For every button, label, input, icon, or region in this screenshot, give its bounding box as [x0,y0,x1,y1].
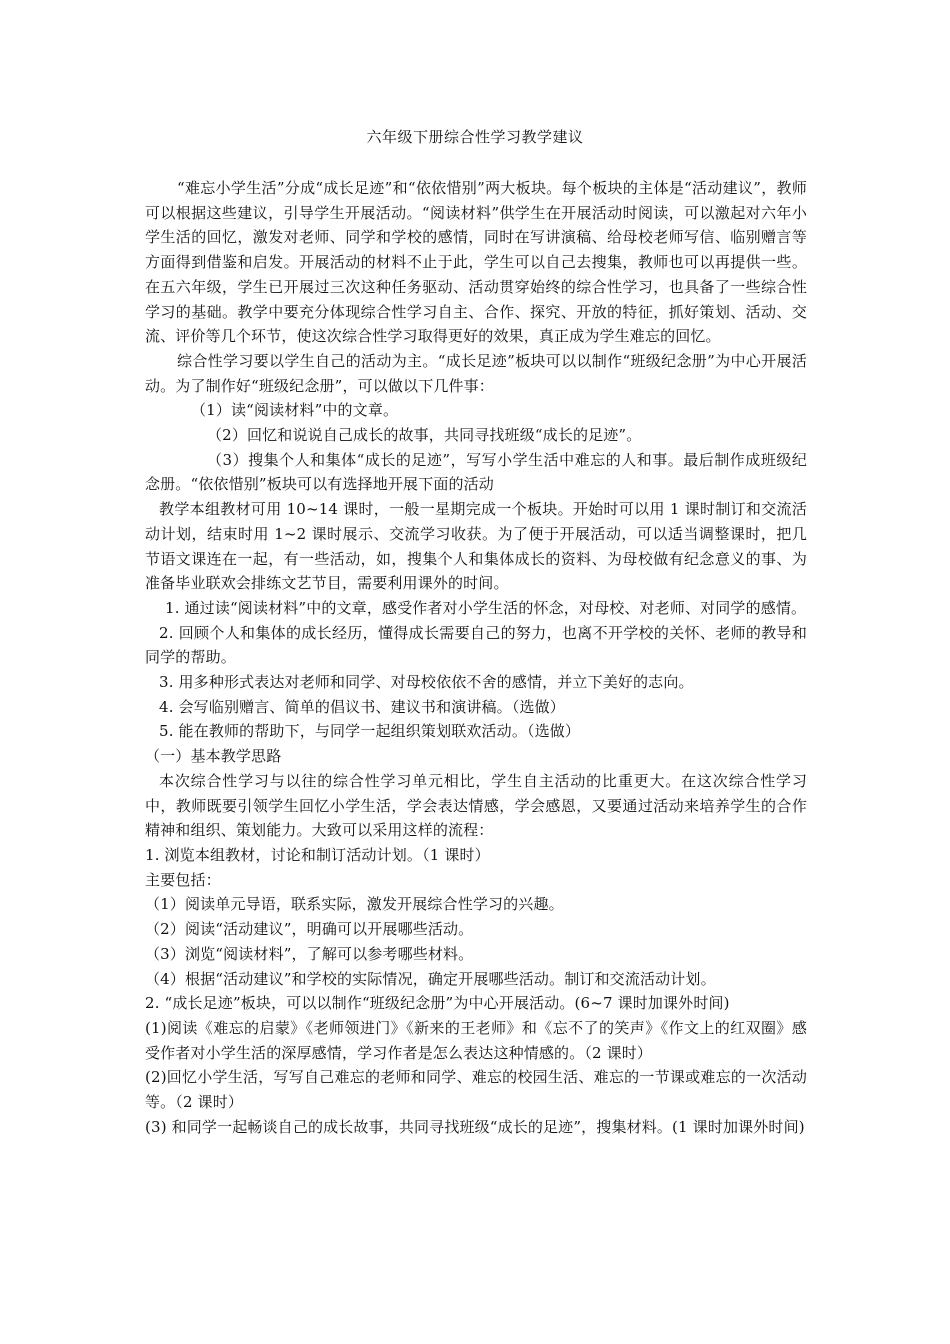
sub-step-item: (2)回忆小学生活，写写自己难忘的老师和同学、难忘的校园生活、难忘的一节课或难忘的一次活动等。（2 课时） [145,1068,807,1112]
goal-item: 4. 会写临别赠言、简单的倡议书、建议书和演讲稿。（选做） [159,697,565,716]
list-item: （3）搜集个人和集体“成长的足迹”，写写小学生活中难忘的人和事。最后制作成班级纪念册。“依依惜别”板块可以有选择地开展下面的活动 [145,450,807,494]
goal-item: 2. 回顾个人和集体的成长经历，懂得成长需要自己的努力，也离不开学校的关怀、老师的教导和同学的帮助。 [145,623,807,667]
list-item: （1）读“阅读材料”中的文章。 [191,401,399,420]
paragraph-activities: 综合性学习要以学生自己的活动为主。“成长足迹”板块可以以制作“班级纪念册”为中心开展活动。为了制作好“班级纪念册”，可以做以下几件事： [145,351,807,395]
list-item: （2）回忆和说说自己成长的故事，共同寻找班级“成长的足迹”。 [207,426,642,445]
section-heading: （一）基本教学思路 [145,747,282,766]
goal-item: 5. 能在教师的帮助下，与同学一起组织策划联欢活动。（选做） [159,722,581,741]
goal-item: 1. 通过读“阅读材料”中的文章，感受作者对小学生活的怀念，对母校、对老师、对同学的感情。 [165,598,807,617]
sub-step-item: (3) 和同学一起畅谈自己的成长故事，共同寻找班级“成长的足迹”，搜集材料。(1 课时加课外时间) [145,1117,805,1136]
document-title: 六年级下册综合性学习教学建议 [366,128,584,146]
sub-step-item: （3）浏览“阅读材料”，了解可以参考哪些材料。 [145,944,474,963]
step-item: 1. 浏览本组教材，讨论和制订活动计划。（1 课时） [145,845,490,864]
goal-item: 3. 用多种形式表达对老师和同学、对母校依依不舍的感情，并立下美好的志向。 [159,673,694,692]
sub-step-item: （4）根据“活动建议”和学校的实际情况，确定开展哪些活动。制订和交流活动计划。 [145,969,716,988]
sub-step-item: (1)阅读《难忘的启蒙》《老师领进门》《新来的王老师》和《忘不了的笑声》《作文上的红双圈》感受作者对小学生活的深厚感情，学习作者是怎么表达这种情感的。（2 课时） [145,1018,807,1062]
step-item: 2. “成长足迹”板块，可以以制作“班级纪念册”为中心开展活动。(6~7 课时加课外时间) [145,994,730,1013]
document-body [145,176,807,1139]
sub-step-item: （2）阅读“活动建议”，明确可以开展哪些活动。 [145,920,474,939]
sub-step-item: （1）阅读单元导语，联系实际，激发开展综合性学习的兴趣。 [145,895,564,914]
paragraph-schedule: 教学本组教材可用 10~14 课时，一般一星期完成一个板块。开始时可以用 1 课时制订和交流活动计划，结束时用 1~2 课时展示、交流学习收获。为了便于开展活动，可以适当调整课时，把几节语文课连在一起，有一些活动，如，搜集个人和集体成长的资料、为母校做有纪念意义的事、为准备毕业联欢会排练文艺节目，需要利用课外的时间。 [145,500,807,593]
paragraph-intro: “难忘小学生活”分成“成长足迹”和“依依惜别”两大板块。每个板块的主体是“活动建议”，教师可以根据这些建议，引导学生开展活动。“阅读材料”供学生在开展活动时阅读，可以激起对六年小学生活的回忆，激发对老师、同学和学校的感情，同时在写讲演稿、给母校老师写信、临别赠言等方面得到借鉴和启发。开展活动的材料不止于此，学生可以自己去搜集，教师也可以再提供一些。在五六年级，学生已开展过三次这种任务驱动、活动贯穿始终的综合性学习，也具备了一些综合性学习的基础。教学中要充分体现综合性学习自主、合作、探究、开放的特征，抓好策划、活动、交流、评价等几个环节，使这次综合性学习取得更好的效果，真正成为学生难忘的回忆。 [145,179,807,346]
paragraph-approach: 本次综合性学习与以往的综合性学习单元相比，学生自主活动的比重更大。在这次综合性学习中，教师既要引领学生回忆小学生活，学会表达情感，学会感恩，又要通过活动来培养学生的合作精神和组织、策划能力。大致可以采用这样的流程： [145,771,807,840]
step-label: 主要包括： [145,870,221,889]
